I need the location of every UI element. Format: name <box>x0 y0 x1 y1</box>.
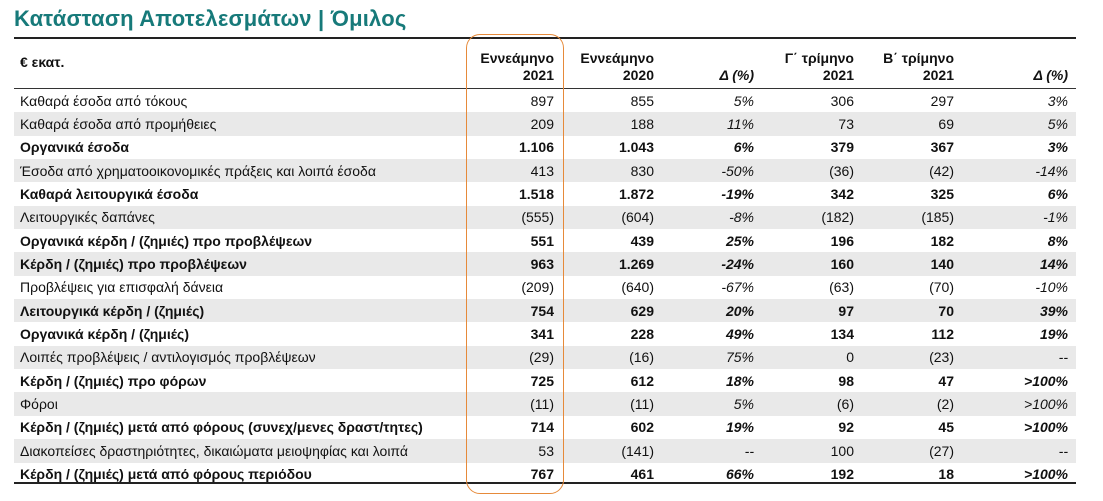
row-value: (23) <box>862 346 962 369</box>
row-value: 5% <box>962 112 1076 135</box>
row-value: 98 <box>838 372 854 389</box>
row-value: (209) <box>521 279 554 296</box>
row-value: 19% <box>725 419 754 436</box>
row-value: 18 <box>938 466 954 483</box>
row-value: (185) <box>862 206 962 229</box>
header-q3-2021-line1: Γ΄ τρίμηνο <box>784 50 854 66</box>
row-value: 725 <box>530 372 554 389</box>
row-value: 49% <box>725 326 754 343</box>
row-value: (11) <box>456 392 562 415</box>
row-value: 767 <box>530 466 554 483</box>
row-label: Καθαρά λειτουργικά έσοδα <box>20 186 199 203</box>
header-9m-2021 <box>456 40 562 89</box>
row-value: 714 <box>530 419 554 436</box>
row-value: -8% <box>662 206 762 229</box>
row-value: (36) <box>762 159 862 182</box>
row-label: Καθαρά έσοδα από προμήθειες <box>14 112 456 135</box>
header-9m-2020 <box>562 40 662 89</box>
table-row <box>14 136 1076 159</box>
row-value: 39% <box>962 299 1076 322</box>
row-value: (29) <box>456 346 562 369</box>
row-value: -10% <box>1035 279 1068 296</box>
row-label: Κέρδη / (ζημιές) προ προβλέψεων <box>14 252 456 275</box>
table-body <box>14 89 1076 486</box>
table-row <box>14 252 1076 275</box>
header-q2-2021-line1: Β΄ τρίμηνο <box>883 50 954 66</box>
row-value: 3% <box>1047 92 1068 109</box>
row-value: 11% <box>662 112 762 135</box>
table-row <box>14 346 1076 369</box>
row-value: 140 <box>862 252 962 275</box>
row-value: 100 <box>762 439 862 462</box>
header-q2-2021 <box>862 40 962 89</box>
row-value: 160 <box>762 252 862 275</box>
bottom-rule <box>14 482 1076 484</box>
row-value: (555) <box>456 206 562 229</box>
row-value: (16) <box>562 346 662 369</box>
row-value: 70 <box>862 299 962 322</box>
row-value: -50% <box>662 159 762 182</box>
table-row <box>14 299 1076 322</box>
row-value: 367 <box>930 139 954 156</box>
row-value: 14% <box>962 252 1076 275</box>
row-value: 830 <box>562 159 662 182</box>
row-label: Οργανικά κέρδη / (ζημιές) προ προβλέψεων <box>20 232 313 249</box>
row-value: 134 <box>830 326 854 343</box>
row-value: 754 <box>456 299 562 322</box>
header-row <box>14 40 1076 89</box>
row-value: -67% <box>721 279 754 296</box>
row-value: 97 <box>762 299 862 322</box>
row-value: 325 <box>930 186 954 203</box>
row-value: -14% <box>962 159 1076 182</box>
income-statement-table <box>14 40 1076 486</box>
table-row <box>14 159 1076 182</box>
row-value: 196 <box>830 232 854 249</box>
row-value: 18% <box>725 372 754 389</box>
row-value: -19% <box>721 186 754 203</box>
row-value: 551 <box>530 232 554 249</box>
row-value: (604) <box>562 206 662 229</box>
row-value: 306 <box>830 92 854 109</box>
row-label: Λειτουργικές δαπάνες <box>14 206 456 229</box>
row-label: Καθαρά έσοδα από τόκους <box>20 92 188 109</box>
row-value: 20% <box>662 299 762 322</box>
header-q3-2021 <box>762 40 862 89</box>
table-row <box>14 206 1076 229</box>
row-value: 342 <box>830 186 854 203</box>
row-value: -- <box>962 439 1076 462</box>
row-value: 5% <box>662 392 762 415</box>
row-value: 8% <box>1047 232 1068 249</box>
row-value: 297 <box>930 92 954 109</box>
row-label: Λειτουργικά κέρδη / (ζημιές) <box>14 299 456 322</box>
row-value: 25% <box>725 232 754 249</box>
row-value: (182) <box>762 206 862 229</box>
table-row <box>14 276 1076 299</box>
table-row <box>14 392 1076 415</box>
table-row <box>14 369 1076 392</box>
header-delta-q: Δ (%) <box>1033 67 1068 83</box>
row-label: Κέρδη / (ζημιές) μετά από φόρους περιόδου <box>20 466 312 483</box>
row-value: >100% <box>962 392 1076 415</box>
row-value: 1.518 <box>518 186 554 203</box>
top-rule <box>14 37 1076 39</box>
row-value: 92 <box>838 419 854 436</box>
table-row <box>14 229 1076 252</box>
table-row <box>14 112 1076 135</box>
row-value: 228 <box>630 326 654 343</box>
row-value: 855 <box>630 92 654 109</box>
table-row <box>14 182 1076 205</box>
row-value: >100% <box>1024 466 1068 483</box>
row-value: -24% <box>662 252 762 275</box>
row-value: 897 <box>530 92 554 109</box>
row-value: 612 <box>630 372 654 389</box>
row-label: Διακοπείσες δραστηριότητες, δικαιώματα μειοψηφίας και λοιπά <box>14 439 456 462</box>
row-value: (42) <box>862 159 962 182</box>
row-value: 188 <box>562 112 662 135</box>
row-value: 209 <box>456 112 562 135</box>
row-value: 439 <box>630 232 654 249</box>
row-value: -- <box>662 439 762 462</box>
header-9m-2021-line2: 2021 <box>522 67 554 83</box>
table-row <box>14 439 1076 462</box>
row-value: 629 <box>562 299 662 322</box>
row-value: (141) <box>562 439 662 462</box>
row-value: 1.872 <box>618 186 654 203</box>
row-label: Φόροι <box>14 392 456 415</box>
row-value: 73 <box>762 112 862 135</box>
row-value: 379 <box>830 139 854 156</box>
row-value: 45 <box>938 419 954 436</box>
row-value: 19% <box>1039 326 1068 343</box>
header-9m-2020-line1: Εννεάμηνο <box>580 50 654 66</box>
row-value: 75% <box>662 346 762 369</box>
row-value: (70) <box>929 279 954 296</box>
row-label: Έσοδα από χρηματοοικονομικές πράξεις και λοιπά έσοδα <box>14 159 456 182</box>
table-row <box>14 322 1076 345</box>
header-units: € εκατ. <box>20 53 65 70</box>
row-value: 963 <box>456 252 562 275</box>
row-value: (27) <box>862 439 962 462</box>
row-value: >100% <box>1024 419 1068 436</box>
row-value: 3% <box>1047 139 1068 156</box>
row-label: Κέρδη / (ζημιές) μετά από φόρους (συνεχ/μενες δραστ/τητες) <box>20 419 423 436</box>
row-value: 182 <box>930 232 954 249</box>
row-value: 69 <box>862 112 962 135</box>
row-value: 6% <box>1047 186 1068 203</box>
row-value: 66% <box>725 466 754 483</box>
row-value: 112 <box>931 326 954 343</box>
table-row <box>14 89 1076 112</box>
row-label: Οργανικά έσοδα <box>20 139 129 156</box>
row-value: 1.269 <box>562 252 662 275</box>
row-value: (2) <box>862 392 962 415</box>
header-9m-2020-line2: 2020 <box>622 67 654 83</box>
row-value: 0 <box>762 346 862 369</box>
row-value: 341 <box>530 326 554 343</box>
header-9m-2021-line1: Εννεάμηνο <box>480 50 554 66</box>
row-value: 1.106 <box>518 139 554 156</box>
row-value: (640) <box>621 279 654 296</box>
row-value: 1.043 <box>618 139 654 156</box>
row-value: 6% <box>733 139 754 156</box>
table-row <box>14 416 1076 439</box>
row-value: (11) <box>562 392 662 415</box>
row-label: Προβλέψεις για επισφαλή δάνεια <box>20 279 224 296</box>
row-value: 461 <box>630 466 654 483</box>
row-label: Λοιπές προβλέψεις / αντιλογισμός προβλέψεων <box>14 346 456 369</box>
row-value: >100% <box>1024 372 1068 389</box>
row-value: 413 <box>456 159 562 182</box>
page-title: Κατάσταση Αποτελεσμάτων | Όμιλος <box>14 6 407 31</box>
row-value: 602 <box>630 419 654 436</box>
row-value: 5% <box>733 92 754 109</box>
row-value: (6) <box>762 392 862 415</box>
row-value: 192 <box>830 466 854 483</box>
row-value: 47 <box>938 372 954 389</box>
row-label: Οργανικά κέρδη / (ζημιές) <box>20 326 189 343</box>
row-value: -- <box>962 346 1076 369</box>
row-label: Κέρδη / (ζημιές) προ φόρων <box>20 372 207 389</box>
row-value: 53 <box>456 439 562 462</box>
header-q3-2021-line2: 2021 <box>822 67 854 83</box>
row-value: -1% <box>962 206 1076 229</box>
header-q2-2021-line2: 2021 <box>922 67 954 83</box>
header-delta-9m: Δ (%) <box>719 67 754 83</box>
row-value: (63) <box>829 279 854 296</box>
